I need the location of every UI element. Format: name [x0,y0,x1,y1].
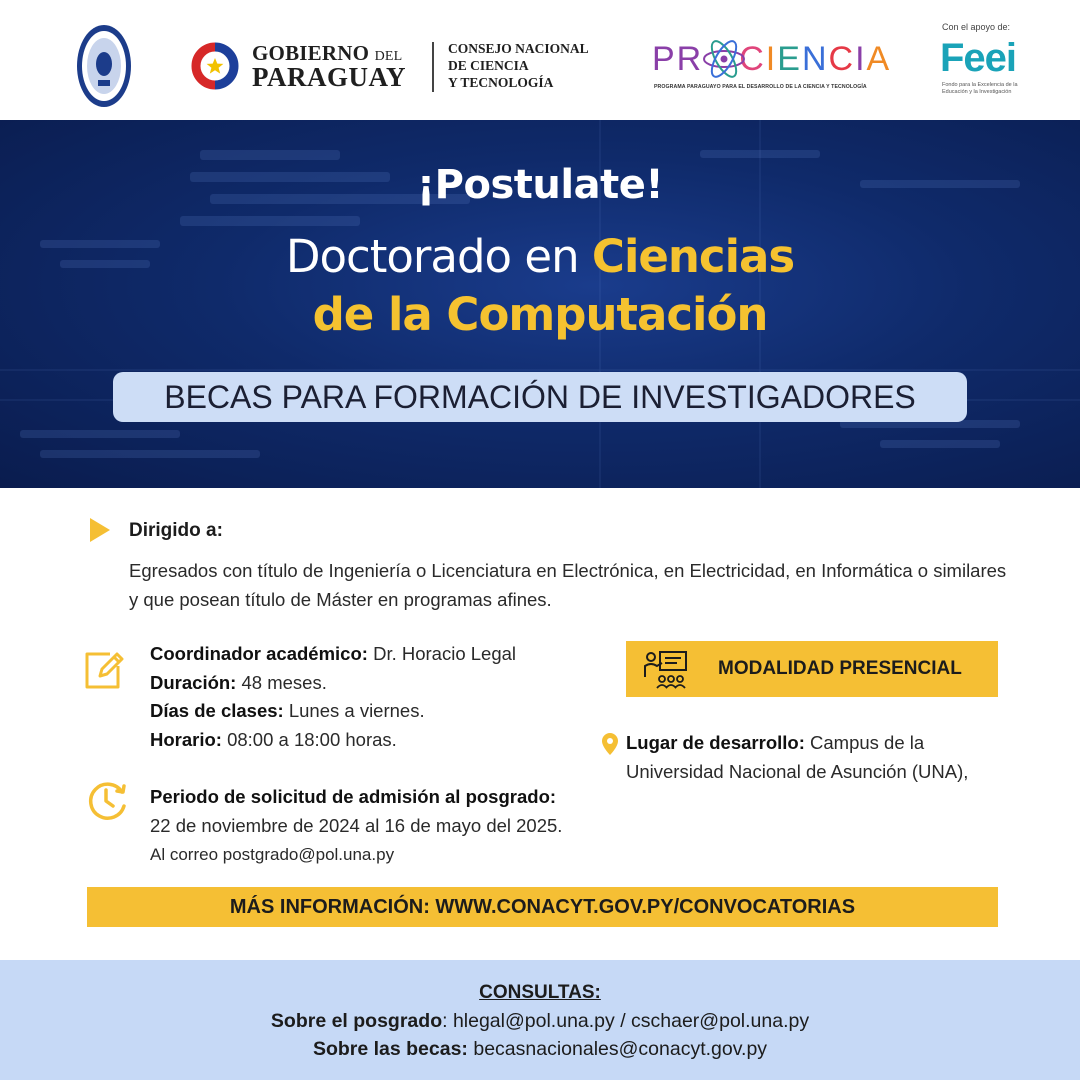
doctorado-title-line1: Doctorado en Ciencias [285,230,795,283]
consultas-becas: Sobre las becas: becasnacionales@conacyt.gov.py [312,1038,768,1060]
gobierno-paraguay-logo [186,38,616,94]
program-info [150,640,516,754]
periodo-correo: Al correo postgrado@pol.una.py [150,845,395,864]
feei-subtitle: Fondo para la Excelencia de la Educación y la Investigación [942,82,1018,95]
becas-pill: BECAS PARA FORMACIÓN DE INVESTIGADORES [113,372,967,422]
dirigido-title: Dirigido a: [129,520,223,541]
feei-wordmark: Feei [940,36,1017,80]
consultas-posgrado: Sobre el posgrado: hlegal@pol.una.py / cschaer@pol.una.py [270,1010,810,1032]
periodo-dates: 22 de noviembre de 2024 al 16 de mayo del 2025. [150,815,563,836]
consultas-title: CONSULTAS: [479,982,601,1003]
dias-row: Días de clases: Lunes a viernes. [150,700,425,721]
prociencia-wordmark: PR CIENCIA [652,40,892,78]
consejo-text: CONSEJO NACIONAL DE CIENCIA Y TECNOLOGÍA [448,41,589,90]
paraguay-text: PARAGUAY [252,62,407,92]
clock-icon [86,778,130,822]
coordinador-row: Coordinador académico: Dr. Horacio Legal [150,643,517,664]
periodo-title: Periodo de solicitud de admisión al posgrado: [150,786,557,807]
doctorado-title-line2: de la Computación [312,288,768,341]
feei-logo [938,22,1028,102]
hero-banner [0,120,1080,488]
prociencia-subtitle: PROGRAMA PARAGUAYO PARA EL DESARROLLO DE LA CIENCIA Y TECNOLOGÍA [654,84,867,90]
horario-row: Horario: 08:00 a 18:00 horas. [150,728,397,750]
play-arrow-icon [90,518,110,542]
dirigido-text: Egresados con título de Ingeniería o Licenciatura en Electrónica, en Electricidad, en Informática o similares y que posean título de Máster en programas afines. [129,560,1007,610]
modalidad-label: MODALIDAD PRESENCIAL [718,658,962,679]
duracion-row: Duración: 48 meses. [150,671,327,693]
logo-divider [432,42,434,92]
header-logos [0,0,1080,120]
prociencia-logo [652,34,892,98]
postulate-heading: ¡Postulate! [416,162,664,208]
apoyo-label: Con el apoyo de: [942,22,1011,32]
consultas-footer [0,960,1080,1080]
modalidad-banner [626,641,998,697]
teacher-icon [642,649,688,689]
atom-icon [702,34,746,84]
mas-informacion-banner: MÁS INFORMACIÓN: WWW.CONACYT.GOV.PY/CONVOCATORIAS [87,887,998,927]
paraguay-emblem-icon [186,38,244,94]
edit-icon [84,648,124,690]
university-seal-icon [76,24,132,108]
lugar-info: Lugar de desarrollo: Campus de la Universidad Nacional de Asunción (UNA), [626,732,969,782]
location-pin-icon [602,733,618,755]
gobierno-text: GOBIERNO DEL [252,41,403,65]
periodo-info [150,782,562,869]
